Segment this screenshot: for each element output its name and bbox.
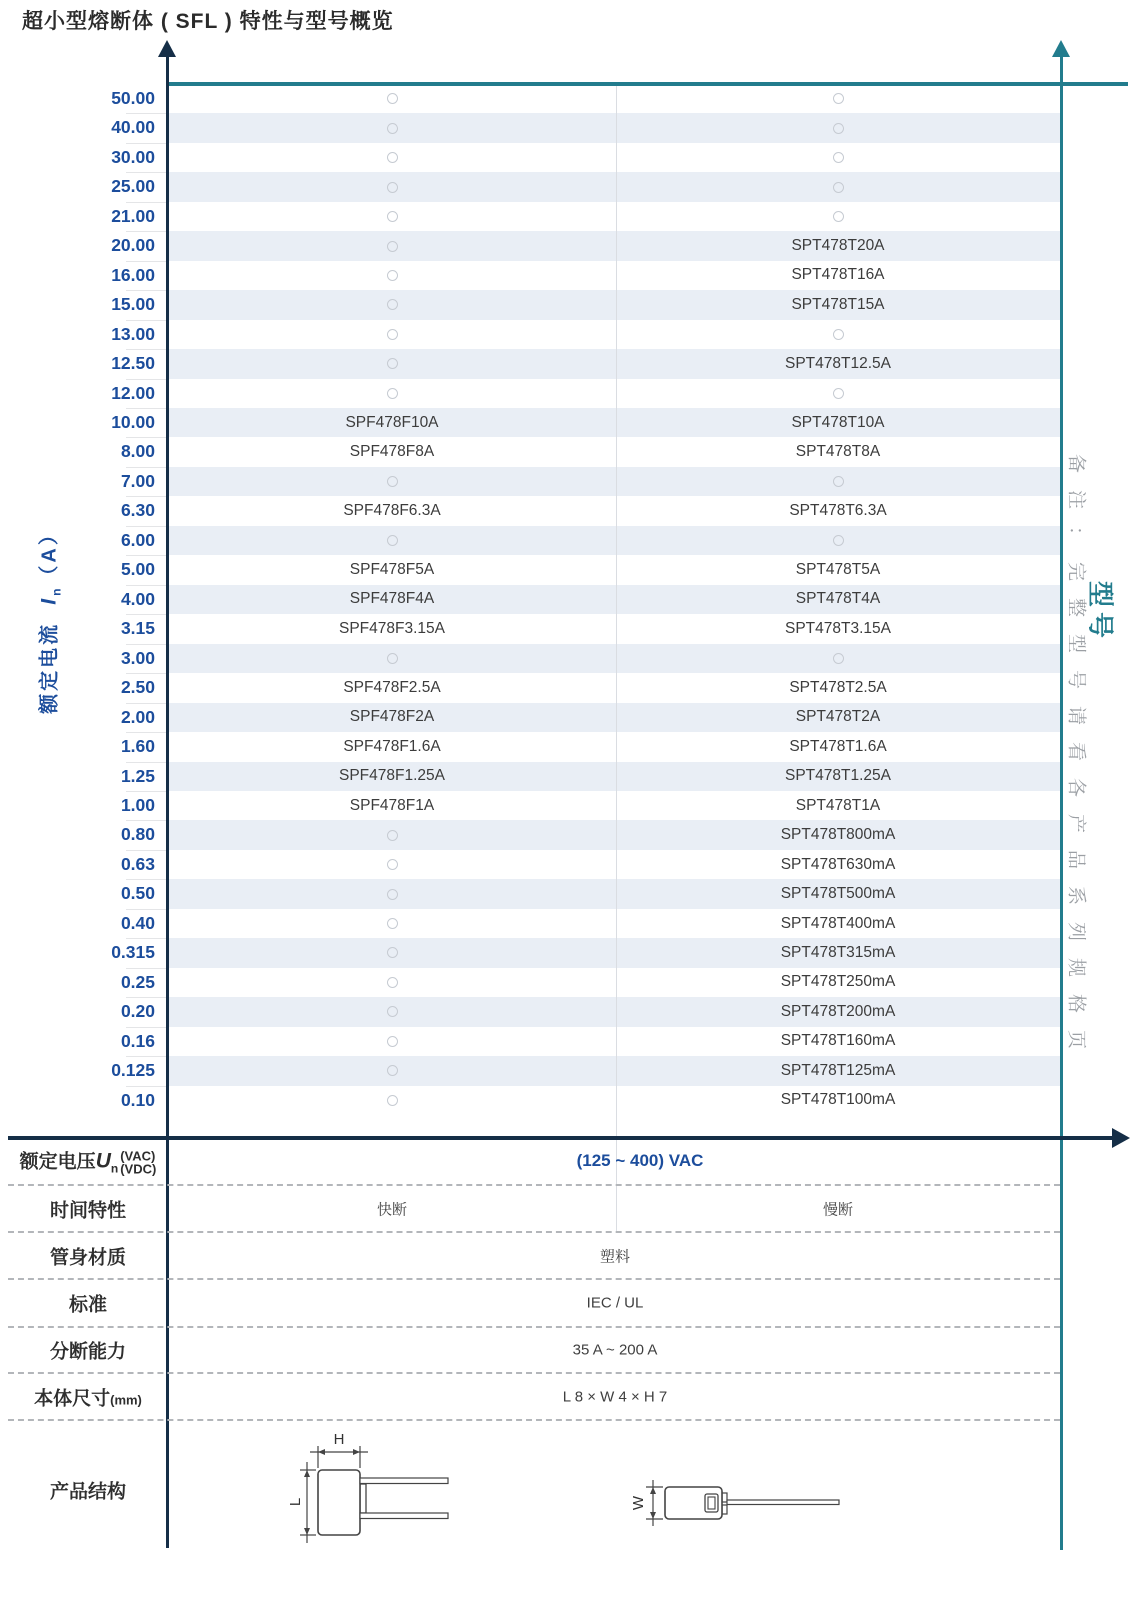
empty-cell <box>616 320 1060 349</box>
y-tick-label: 2.50 <box>120 677 155 698</box>
model-row <box>168 968 1060 997</box>
model-row <box>168 437 1060 466</box>
empty-cell <box>168 820 616 849</box>
empty-marker-icon <box>833 182 844 193</box>
empty-cell <box>168 143 616 172</box>
model-row <box>168 879 1060 908</box>
empty-marker-icon <box>833 93 844 104</box>
empty-marker-icon <box>833 388 844 399</box>
empty-cell <box>168 1056 616 1085</box>
empty-cell <box>616 143 1060 172</box>
y-tick-label: 7.00 <box>120 470 155 491</box>
plot-rows <box>168 84 1060 1115</box>
model-row <box>168 202 1060 231</box>
model-row <box>168 703 1060 732</box>
y-tick-label: 0.50 <box>120 883 155 904</box>
empty-cell <box>616 467 1060 496</box>
y-axis-title-text: 额定电流 <box>38 621 61 714</box>
model-label: SPT478T400mA <box>780 914 896 932</box>
x-axis-arrow-icon <box>1112 1128 1130 1148</box>
right-teal-axis-line <box>1060 54 1063 1550</box>
model-label: SPF478F1.6A <box>343 737 441 755</box>
side-note: 备注：完整型号请看各产品系列规格页 <box>1065 453 1087 1067</box>
empty-marker-icon <box>833 535 844 546</box>
empty-cell <box>616 526 1060 555</box>
y-tick-label: 1.00 <box>120 794 155 815</box>
fuse-front-view-drawing <box>280 1432 460 1550</box>
empty-cell <box>168 202 616 231</box>
model-label: SPF478F5A <box>349 561 435 579</box>
model-label: SPF478F2.5A <box>343 678 441 696</box>
dashed-separator <box>8 1372 1060 1374</box>
empty-cell <box>168 261 616 290</box>
dimension-l-label: L <box>287 1497 304 1507</box>
model-label: SPF478F1A <box>349 796 435 814</box>
empty-cell <box>168 909 616 938</box>
voltage-value: (125 ~ 400) VAC <box>576 1151 704 1170</box>
y-tick-label: 6.00 <box>120 529 155 550</box>
empty-cell <box>168 644 616 673</box>
empty-marker-icon <box>387 329 398 340</box>
empty-marker-icon <box>387 977 398 988</box>
model-row <box>168 290 1060 319</box>
empty-marker-icon <box>833 653 844 664</box>
empty-marker-icon <box>387 299 398 310</box>
empty-marker-icon <box>833 152 844 163</box>
empty-marker-icon <box>387 859 398 870</box>
y-tick-label: 15.00 <box>111 294 155 315</box>
spec-label-structure: 产品结构 <box>49 1481 126 1503</box>
empty-cell <box>168 231 616 260</box>
dashed-separator <box>8 1231 1060 1233</box>
time-fast-value: 快断 <box>376 1201 408 1219</box>
model-label: SPF478F6.3A <box>343 502 441 520</box>
model-label: SPT478T12.5A <box>785 354 891 372</box>
dashed-separator <box>8 1419 1060 1421</box>
y-tick-label: 50.00 <box>111 88 155 108</box>
model-label: SPF478F8A <box>349 443 435 461</box>
empty-marker-icon <box>387 1095 398 1106</box>
size-value: L 8 × W 4 × H 7 <box>562 1388 668 1406</box>
y-tick-label: 13.00 <box>111 323 155 344</box>
empty-cell <box>168 320 616 349</box>
empty-marker-icon <box>387 830 398 841</box>
model-label: SPT478T16A <box>791 266 885 284</box>
empty-cell <box>168 526 616 555</box>
model-row <box>168 320 1060 349</box>
y-tick-label: 3.15 <box>120 618 155 639</box>
empty-marker-icon <box>387 270 398 281</box>
empty-marker-icon <box>387 653 398 664</box>
empty-cell <box>168 349 616 378</box>
dimension-w-label: W <box>630 1495 647 1511</box>
spec-label-time: 时间特性 <box>49 1200 126 1222</box>
model-row <box>168 673 1060 702</box>
model-row <box>168 555 1060 584</box>
model-label: SPT478T4A <box>795 590 881 608</box>
model-label: SPT478T1.6A <box>789 737 887 755</box>
model-row <box>168 1086 1060 1115</box>
model-row <box>168 1027 1060 1056</box>
empty-cell <box>168 84 616 113</box>
model-row <box>168 172 1060 201</box>
model-label: SPF478F10A <box>345 413 439 431</box>
empty-cell <box>168 290 616 319</box>
right-axis-title: 型号 <box>1085 580 1116 644</box>
model-label: SPT478T1A <box>795 796 881 814</box>
empty-cell <box>616 379 1060 408</box>
model-label: SPF478F2A <box>349 708 435 726</box>
empty-cell <box>168 1086 616 1115</box>
y-tick-label: 0.315 <box>111 942 155 963</box>
y-tick-label: 3.00 <box>120 647 155 668</box>
empty-marker-icon <box>387 1036 398 1047</box>
empty-cell <box>168 379 616 408</box>
model-row <box>168 143 1060 172</box>
model-label: SPT478T250mA <box>780 973 896 991</box>
empty-cell <box>168 938 616 967</box>
model-row <box>168 585 1060 614</box>
fuse-side-view-drawing <box>618 1472 850 1532</box>
model-row <box>168 820 1060 849</box>
y-axis-arrow-icon <box>158 40 176 57</box>
model-row <box>168 379 1060 408</box>
dashed-separator <box>8 1326 1060 1328</box>
y-tick-label: 0.40 <box>120 912 155 933</box>
model-row <box>168 113 1060 142</box>
empty-cell <box>616 202 1060 231</box>
y-tick-label: 0.63 <box>120 853 155 874</box>
y-tick-label: 0.25 <box>120 971 155 992</box>
empty-cell <box>616 172 1060 201</box>
top-teal-line <box>168 82 1128 86</box>
empty-marker-icon <box>387 211 398 222</box>
empty-marker-icon <box>833 123 844 134</box>
model-label: SPT478T315mA <box>780 943 896 961</box>
empty-marker-icon <box>387 123 398 134</box>
y-tick-label: 12.50 <box>111 353 155 374</box>
empty-cell <box>168 850 616 879</box>
y-tick-label: 0.80 <box>120 824 155 845</box>
model-label: SPT478T10A <box>791 413 885 431</box>
dimension-h-label: H <box>333 1432 345 1448</box>
model-row <box>168 732 1060 761</box>
model-label: SPT478T2A <box>795 708 881 726</box>
model-label: SPF478F4A <box>349 590 435 608</box>
y-tick-label: 25.00 <box>111 176 155 197</box>
empty-marker-icon <box>387 182 398 193</box>
empty-marker-icon <box>387 1006 398 1017</box>
model-label: SPT478T800mA <box>780 826 896 844</box>
empty-cell <box>168 172 616 201</box>
y-tick-label: 1.25 <box>120 765 155 786</box>
y-tick-label: 0.10 <box>120 1089 155 1110</box>
breaking-capacity-value: 35 A ~ 200 A <box>572 1341 658 1359</box>
y-tick-label: 16.00 <box>111 264 155 285</box>
y-tick-label: 4.00 <box>120 588 155 609</box>
model-row <box>168 231 1060 260</box>
empty-cell <box>168 467 616 496</box>
empty-marker-icon <box>387 93 398 104</box>
model-row <box>168 408 1060 437</box>
y-axis-symbol: I <box>37 595 61 605</box>
model-label: SPT478T3.15A <box>785 619 891 637</box>
empty-marker-icon <box>833 329 844 340</box>
model-row <box>168 467 1060 496</box>
time-slow-value: 慢断 <box>822 1201 854 1219</box>
y-tick-label: 0.16 <box>120 1030 155 1051</box>
empty-cell <box>168 1027 616 1056</box>
model-label: SPF478F1.25A <box>339 767 445 785</box>
empty-marker-icon <box>387 947 398 958</box>
empty-cell <box>616 84 1060 113</box>
dashed-separator <box>8 1278 1060 1280</box>
model-label: SPT478T125mA <box>780 1061 896 1079</box>
y-tick-label: 5.00 <box>120 559 155 580</box>
y-tick-label: 12.00 <box>111 382 155 403</box>
empty-marker-icon <box>833 211 844 222</box>
spec-label-standard: 标准 <box>68 1294 107 1316</box>
y-axis-title: 额定电流 $I_n(A)$ <box>37 522 64 714</box>
right-axis-arrow-icon <box>1052 40 1070 57</box>
model-label: SPT478T630mA <box>780 855 896 873</box>
y-axis-line <box>166 54 169 1548</box>
empty-cell <box>168 997 616 1026</box>
page-title: 超小型熔断体 ( SFL ) 特性与型号概览 <box>22 10 394 33</box>
y-tick-label: 40.00 <box>111 117 155 138</box>
empty-marker-icon <box>833 476 844 487</box>
model-row <box>168 84 1060 113</box>
model-row <box>168 909 1060 938</box>
model-label: SPT478T1.25A <box>785 767 891 785</box>
y-tick-label: 30.00 <box>111 146 155 167</box>
model-label: SPT478T2.5A <box>789 678 887 696</box>
model-label: SPT478T100mA <box>780 1091 896 1109</box>
model-row <box>168 791 1060 820</box>
material-value: 塑料 <box>599 1248 631 1266</box>
model-label: SPT478T500mA <box>780 885 896 903</box>
y-tick-label: 6.30 <box>120 500 155 521</box>
empty-marker-icon <box>387 1065 398 1076</box>
empty-cell <box>616 113 1060 142</box>
y-axis-labels <box>0 84 155 1115</box>
standard-value: IEC / UL <box>586 1294 644 1312</box>
spec-label-size: 本体尺寸(mm) <box>34 1388 142 1410</box>
empty-cell <box>168 113 616 142</box>
model-row <box>168 1056 1060 1085</box>
spec-label-material: 管身材质 <box>49 1247 126 1269</box>
spec-label-voltage: 额定电压$U_n$ (VAC) (VDC) <box>19 1148 157 1177</box>
empty-cell <box>168 879 616 908</box>
empty-marker-icon <box>387 388 398 399</box>
column-divider-line <box>616 84 617 1231</box>
model-row <box>168 644 1060 673</box>
empty-marker-icon <box>387 358 398 369</box>
model-row <box>168 496 1060 525</box>
y-tick-label: 0.20 <box>120 1001 155 1022</box>
empty-marker-icon <box>387 476 398 487</box>
y-tick-label: 0.125 <box>111 1060 155 1081</box>
model-row <box>168 938 1060 967</box>
model-label: SPT478T5A <box>795 561 881 579</box>
empty-marker-icon <box>387 241 398 252</box>
y-tick-label: 10.00 <box>111 412 155 433</box>
model-label: SPF478F3.15A <box>339 619 445 637</box>
y-tick-label: 2.00 <box>120 706 155 727</box>
spec-label-breaking: 分断能力 <box>49 1341 126 1363</box>
model-label: SPT478T20A <box>791 237 885 254</box>
empty-cell <box>168 968 616 997</box>
empty-marker-icon <box>387 535 398 546</box>
model-row <box>168 762 1060 791</box>
x-axis-line <box>8 1136 1114 1140</box>
empty-marker-icon <box>387 889 398 900</box>
y-tick-label: 1.60 <box>120 736 155 757</box>
model-row <box>168 997 1060 1026</box>
model-row <box>168 261 1060 290</box>
y-tick-label: 21.00 <box>111 205 155 226</box>
model-row <box>168 850 1060 879</box>
model-label: SPT478T6.3A <box>789 502 887 520</box>
empty-cell <box>616 644 1060 673</box>
model-label: SPT478T160mA <box>780 1032 896 1050</box>
model-row <box>168 349 1060 378</box>
empty-marker-icon <box>387 918 398 929</box>
model-row <box>168 526 1060 555</box>
model-label: SPT478T200mA <box>780 1002 896 1020</box>
y-tick-label: 20.00 <box>111 235 155 256</box>
y-tick-label: 8.00 <box>120 441 155 462</box>
dashed-separator <box>8 1184 1060 1186</box>
model-label: SPT478T8A <box>795 443 881 461</box>
model-row <box>168 614 1060 643</box>
empty-marker-icon <box>387 152 398 163</box>
model-label: SPT478T15A <box>791 295 885 313</box>
